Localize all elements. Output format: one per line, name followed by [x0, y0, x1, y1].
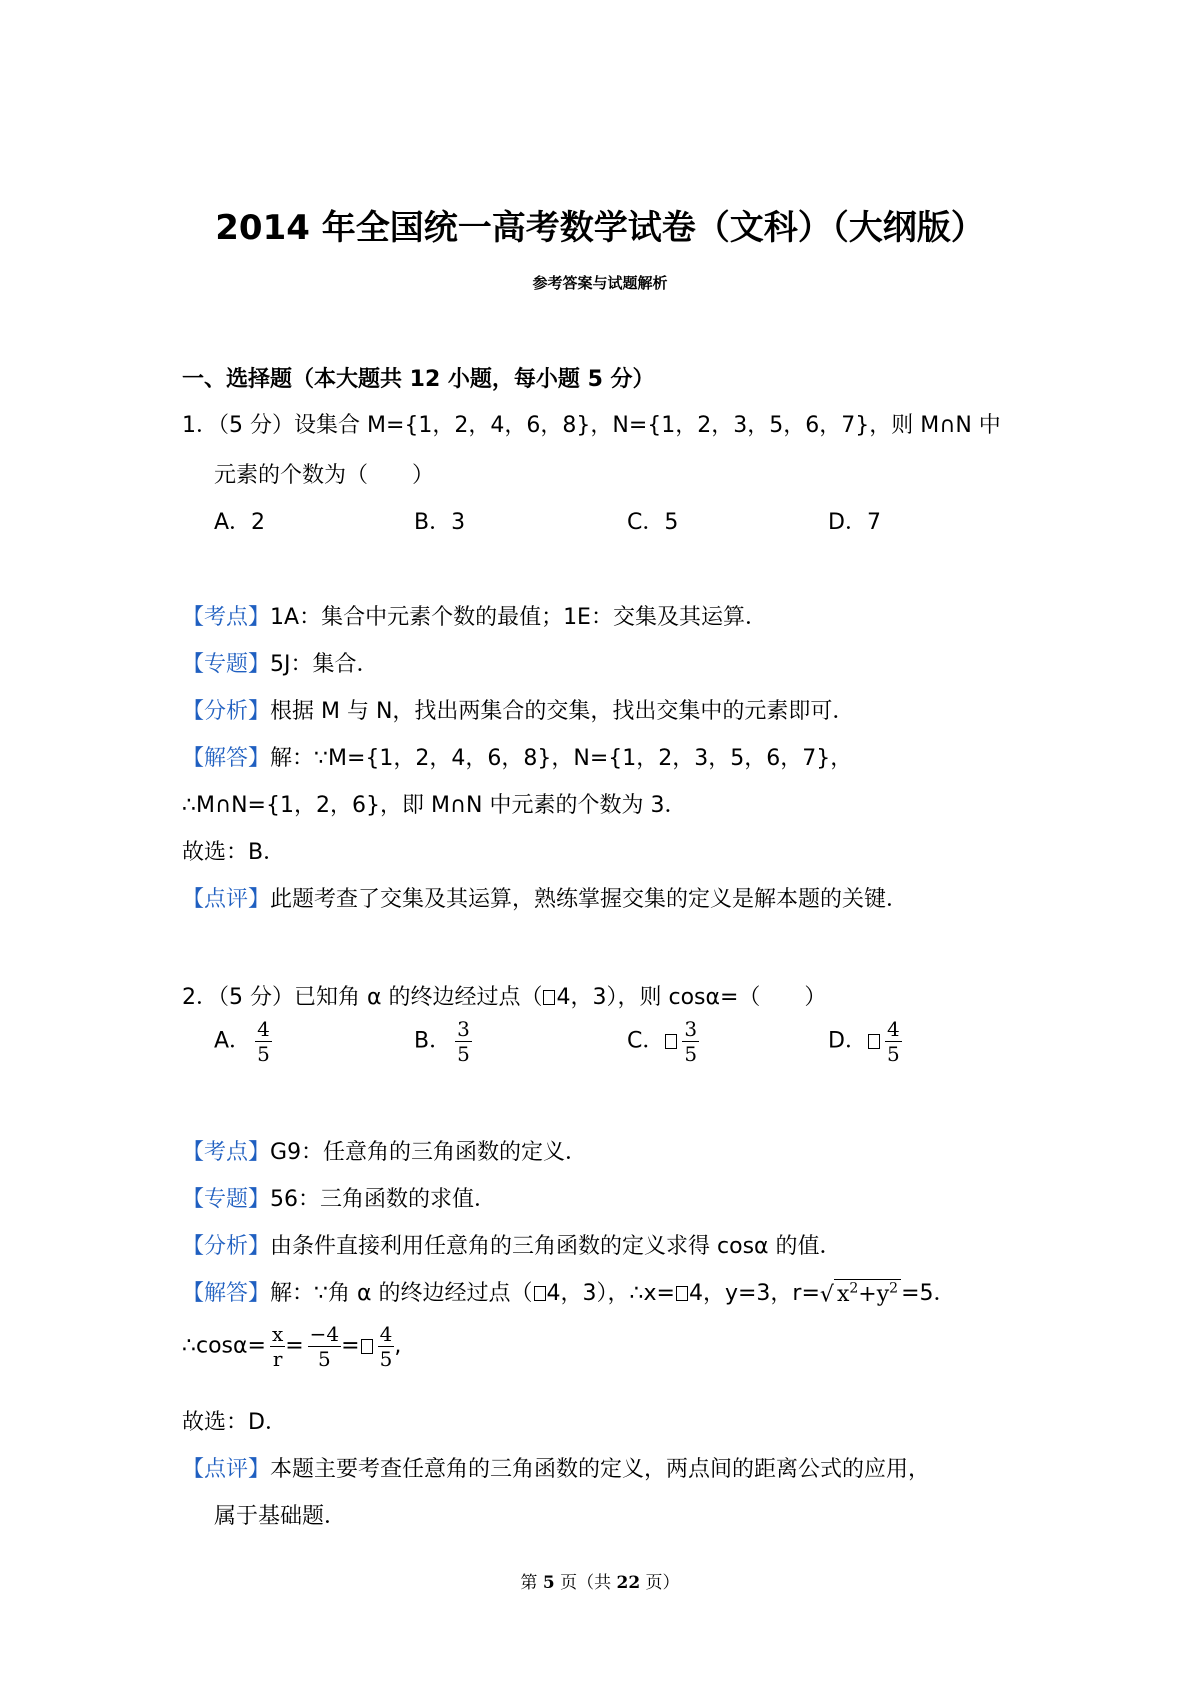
numerator: 3 [684, 1017, 698, 1041]
denominator: r [272, 1347, 283, 1371]
page-number: 5 [542, 1573, 555, 1593]
q2-fenxi [182, 1229, 842, 1260]
q2-dianping-line2: 属于基础题． [214, 1504, 347, 1529]
q1-answer: 故选：B． [182, 840, 286, 865]
q1-dianping [182, 882, 908, 913]
q1-option-b: B．3 [414, 510, 466, 535]
fenxi-text: 由条件直接利用任意角的三角函数的定义求得 cosα 的值． [270, 1234, 842, 1259]
kaodian-text: G9：任意角的三角函数的定义． [270, 1140, 588, 1165]
missing-glyph-icon [868, 1034, 880, 1049]
denominator: 5 [457, 1042, 470, 1066]
q1-option-a: A．2 [214, 510, 266, 535]
page-footer [0, 1568, 1200, 1593]
q1-kaodian [182, 600, 767, 631]
q1-stem-line2: 元素的个数为（ ） [214, 463, 435, 488]
jieda-tag: 【解答】 [182, 1281, 271, 1306]
q2-option-d [828, 1017, 902, 1066]
cos-prefix: ∴cosα= [182, 1333, 266, 1359]
fraction [885, 1017, 902, 1066]
fenxi-tag: 【分析】 [182, 1234, 271, 1259]
jieda-text-b: 4，3），∴x= [546, 1281, 675, 1306]
kaodian-text: 1A：集合中元素个数的最值；1E：交集及其运算． [270, 605, 767, 630]
dianping-tag: 【点评】 [182, 1457, 271, 1482]
q2-cos-line [182, 1322, 401, 1371]
dianping-text: 本题主要考查任意角的三角函数的定义，两点间的距离公式的应用， [270, 1457, 931, 1482]
section-heading: 一、选择题（本大题共 12 小题，每小题 5 分） [182, 367, 655, 392]
total-pages: 22 [616, 1573, 641, 1593]
q2-option-a [214, 1017, 272, 1066]
q1-therefore: ∴M∩N={1，2，6}，即 M∩N 中元素的个数为 3． [182, 793, 687, 818]
denominator: 5 [379, 1347, 393, 1371]
q2-dianping [182, 1452, 930, 1483]
q1-jieda [182, 741, 852, 772]
dianping-tag: 【点评】 [182, 887, 271, 912]
q2-stem [182, 980, 826, 1011]
q1-option-c: C．5 [627, 510, 679, 535]
fraction [378, 1322, 395, 1371]
dianping-text: 此题考查了交集及其运算，熟练掌握交集的定义是解本题的关键． [270, 887, 909, 912]
jieda-tag: 【解答】 [182, 746, 271, 771]
option-label: A． [214, 1028, 252, 1054]
missing-glyph-icon [676, 1286, 688, 1301]
q1-fenxi [182, 694, 854, 725]
numerator: 3 [457, 1017, 470, 1041]
numerator: 4 [886, 1017, 900, 1041]
missing-glyph-icon [361, 1339, 373, 1354]
q2-stem-b: 4，3），则 cosα=（ ） [556, 985, 827, 1010]
fraction [308, 1322, 341, 1371]
q1-option-d: D．7 [828, 510, 881, 535]
denominator: 5 [886, 1042, 900, 1066]
jieda-text-d: =5． [901, 1281, 956, 1306]
footer-mid: 页（共 [554, 1573, 617, 1593]
footer-suffix: 页） [640, 1573, 680, 1593]
q2-answer: 故选：D． [182, 1410, 287, 1435]
option-label: C． [627, 1028, 665, 1054]
missing-glyph-icon [665, 1034, 677, 1049]
sqrt-exp: 2 [889, 1280, 899, 1297]
denominator: 5 [257, 1042, 270, 1066]
sqrt-exp: 2 [849, 1280, 859, 1297]
fraction [270, 1322, 285, 1371]
numerator: 4 [257, 1017, 270, 1041]
sqrt-x: x [836, 1282, 850, 1308]
equals-sign: = [285, 1333, 304, 1359]
q2-option-b [414, 1017, 472, 1066]
zhuanti-tag: 【专题】 [182, 652, 271, 677]
q2-kaodian [182, 1135, 587, 1166]
q2-jieda [182, 1276, 956, 1307]
comma: , [394, 1333, 402, 1359]
jieda-text-c: 4，y=3，r= [688, 1281, 820, 1306]
option-label: D． [828, 1028, 867, 1054]
q2-zhuanti [182, 1182, 496, 1213]
fenxi-tag: 【分析】 [182, 699, 271, 724]
jieda-text-a: 解：∵角 α 的终边经过点（ [270, 1281, 533, 1306]
square-root: √ $x^2+y^2$ [820, 1281, 901, 1307]
denominator: 5 [318, 1347, 331, 1371]
missing-glyph-icon [543, 990, 555, 1005]
zhuanti-tag: 【专题】 [182, 1187, 271, 1212]
q2-stem-a: 2．（5 分）已知角 α 的终边经过点（ [182, 985, 543, 1010]
fenxi-text: 根据 M 与 N，找出两集合的交集，找出交集中的元素即可． [270, 699, 855, 724]
zhuanti-text: 56：三角函数的求值． [270, 1187, 497, 1212]
jieda-text: 解：∵M={1，2，4，6，8}，N={1，2，3，5，6，7}， [270, 746, 853, 771]
sqrt-plus-y: +y [858, 1282, 890, 1308]
q1-stem-line1: 1．（5 分）设集合 M={1，2，4，6，8}，N={1，2，3，5，6，7}，则 M∩N 中 [182, 413, 1001, 438]
fraction [255, 1017, 272, 1066]
zhuanti-text: 5J：集合． [270, 652, 379, 677]
footer-prefix: 第 [520, 1573, 543, 1593]
page-title: 2014 年全国统一高考数学试卷（文科）（大纲版） [215, 208, 985, 248]
option-label: B． [414, 1028, 452, 1054]
kaodian-tag: 【考点】 [182, 605, 271, 630]
numerator: x [271, 1322, 284, 1346]
equals-sign: = [341, 1333, 360, 1359]
denominator: 5 [684, 1042, 698, 1066]
page-subtitle: 参考答案与试题解析 [532, 274, 668, 292]
fraction [455, 1017, 472, 1066]
kaodian-tag: 【考点】 [182, 1140, 271, 1165]
q2-option-c [627, 1017, 699, 1066]
fraction [682, 1017, 699, 1066]
numerator: 4 [379, 1322, 393, 1346]
q1-zhuanti [182, 647, 379, 678]
missing-glyph-icon [534, 1286, 546, 1301]
numerator: −4 [309, 1322, 340, 1346]
